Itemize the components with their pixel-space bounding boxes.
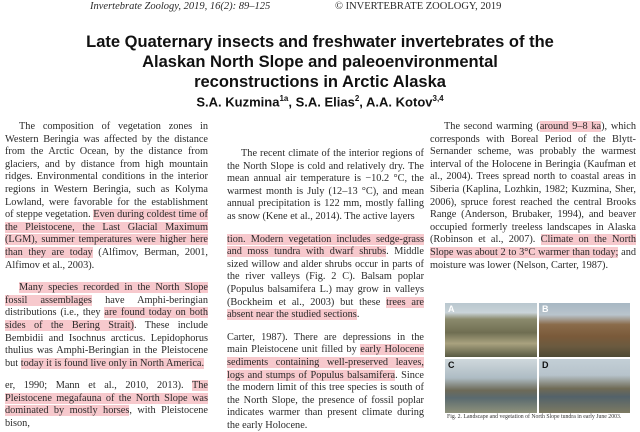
paragraph <box>5 380 208 430</box>
highlight[interactable]: early Holocene sediments containing well-preserved leaves, logs and stumps of Populus balsamifera <box>227 344 424 381</box>
highlight[interactable]: The Pleistocene megafauna of the North Slope was dominated by mostly horses <box>5 380 208 417</box>
text-run: The second warming ( <box>444 121 540 132</box>
text-run: have Amphi-beringian distributions (i.e., they <box>5 294 209 319</box>
text-run: , with Pleistocene bison, <box>5 405 208 430</box>
paragraph <box>5 121 208 272</box>
highlight[interactable]: today it is found live only in North America. <box>20 357 205 369</box>
figure-panel-c-photo <box>445 359 537 413</box>
highlight[interactable]: are found today on both sides of the Bering Strait) <box>5 307 208 331</box>
panel-label: B <box>542 304 549 314</box>
panel-label: A <box>448 304 455 314</box>
author-list: S.A. Kuzmina$^{1a}$, S.A. Elias$^2$, A.A. Kotov$^{3,4}$ <box>196 94 444 110</box>
highlight[interactable]: around 9–8 ka <box>539 121 602 132</box>
figure-panel-a-photo <box>445 303 537 357</box>
author-name: A.A. Kotov <box>366 94 433 110</box>
text-run: (Alfimov, Berman, 2001, Alfimov et al., 2003). <box>5 246 208 271</box>
author-affiliation: 2 <box>354 94 360 103</box>
text-run: . Middle sized willow and alder shrubs occur in parts of the river valleys (Fig. 2 C). Balsam poplar (Populus balsamifera L.) may grow in valleys (Bockheim et al., 2003) but these <box>227 246 424 308</box>
figure-2 <box>445 303 630 413</box>
text-column-right <box>430 121 636 272</box>
author-affiliation: 3,4 <box>432 94 444 103</box>
author-name: S.A. Elias <box>295 94 355 110</box>
text-run: Carter, 1987). There are depressions in the main Pleistocene unit filled by <box>227 331 424 356</box>
text-column-middle <box>227 148 424 432</box>
text-run: er, 1990; Mann et al., 2010, 2013). <box>5 380 192 392</box>
text-run: and moisture was lower (Nelson, Carter, 1987). <box>430 246 636 271</box>
highlight[interactable]: Climate on the North Slope was about 2 to 3°C warmer than today; <box>430 234 637 258</box>
copyright-notice: © INVERTEBRATE ZOOLOGY, 2019 <box>335 1 502 12</box>
paragraph: The recent climate of the interior regions of the North Slope is cold and relatively dry. The mean annual air temperature is −10.2 °C, the warmest month is July (12–13 °C), and mean annual precipitation is 122 mm, mostly falling as snow (Kene et al., 2014). The active layers <box>227 148 424 222</box>
text-run: ), which corresponds with Boreal Period of the Blytt-Sernander scheme, was probably the warmest interval of the Holocene in Beringia (Kaufman et al., 2004). Trees spread north to coastal areas in Siberia (Kaplina, Lozhkin, 1982; Kuzmina, Sher, 2006), spruce forest reached the central Brooks Range (Anderson, Brubaker, 1994), and beaver occupied formerly treeless landscapes in Alaska (Robinson et al., 2007). <box>430 121 636 246</box>
highlight[interactable]: tion. Modern vegetation includes sedge-grass and moss tundra with dwarf shrubs <box>227 233 424 258</box>
highlight[interactable]: Many species recorded in the North Slope fossil assemblages <box>5 282 208 306</box>
highlight[interactable]: trees are absent near the studied sections <box>227 296 424 321</box>
text-run: . Since the modern limit of this tree species is south of the North Slope, the presence of fossil poplar indicates warmer than present climate during the early Holocene. <box>227 369 424 431</box>
paragraph <box>430 121 636 272</box>
text-run: . <box>356 309 360 321</box>
journal-citation: Invertebrate Zoology, 2019, 16(2): 89–125 <box>90 1 271 12</box>
article-title: Late Quaternary insects and freshwater invertebrates of the Alaskan North Slope and paleoenvironmental reconstructions in Arctic Alaska <box>86 33 554 91</box>
text-column-left <box>5 121 208 431</box>
figure-caption: Fig. 2. Landscape and vegetation of North Slope tundra in early June 2003. <box>447 414 622 420</box>
figure-panel-d-photo <box>539 359 630 413</box>
highlight[interactable]: Even during coldest time of the Pleistocene, the Last Glacial Maximum (LGM), summer temperatures were higher here than they are today <box>5 209 208 258</box>
text-run: . These include Bembidii and Isochnus arcticus. Lepidophorus thulius was Amphi-Beringian in the Pleistocene but <box>5 319 208 369</box>
figure-panel-b-photo <box>539 303 630 357</box>
text-run: The composition of vegetation zones in Western Beringia was affected by the distance from the Arctic Ocean, by the distance from glaciers, and by distance from high mountain ridges. Environmental conditions in the interior regions in Western Beringia, such as Kolyma Lowland, were favorable for the establishment of steppe vegetation. <box>5 121 208 221</box>
author-affiliation: 1a <box>279 94 289 103</box>
paragraph <box>227 234 424 322</box>
paragraph <box>227 332 424 432</box>
author-name: S.A. Kuzmina <box>196 94 280 110</box>
running-header <box>0 0 640 14</box>
panel-label: C <box>448 360 455 370</box>
paragraph <box>5 282 208 370</box>
panel-label: D <box>542 360 549 370</box>
